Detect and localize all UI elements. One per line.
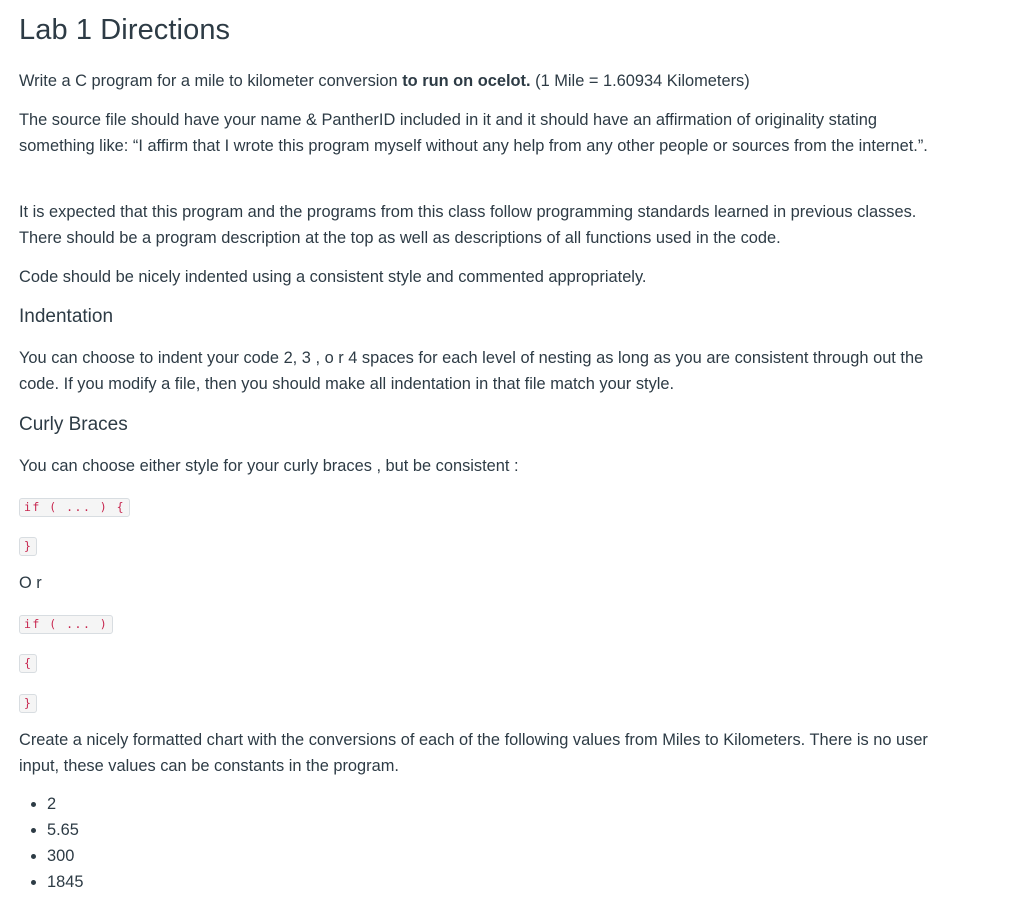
standards-paragraph: It is expected that this program and the programs from this class follow programming standards learned in previous classes. There should be a program description at the top as well as descriptions of all functions used in the code. (19, 203, 917, 247)
code-style-paragraph: Code should be nicely indented using a consistent style and commented appropriately. (19, 268, 647, 286)
code-style2-line1: if ( ... ) (19, 615, 113, 634)
list-item: • 2 (47, 791, 83, 817)
code-style1-line2: } (19, 537, 37, 556)
or-label: O r (19, 574, 42, 592)
code-style2-line3: } (19, 694, 37, 713)
intro-text: Write a C program for a mile to kilometer conversion (19, 72, 403, 90)
intro-paragraph (19, 68, 750, 94)
list-item: • 1845 (47, 869, 83, 895)
list-item: • 5.65 (47, 817, 83, 843)
intro-bold-text: to run on ocelot. (402, 72, 531, 90)
chart-instructions-paragraph: Create a nicely formatted chart with the conversions of each of the following values from Miles to Kilometers. There is no user input, these values can be constants in the program. (19, 731, 928, 775)
code-style1-line1: if ( ... ) { (19, 498, 130, 517)
curly-braces-paragraph: You can choose either style for your curly braces , but be consistent : (19, 457, 519, 475)
values-list (19, 791, 83, 895)
indentation-heading: Indentation (19, 306, 114, 327)
intro-conversion-note: (1 Mile = 1.60934 Kilometers) (530, 72, 750, 90)
source-file-paragraph: The source file should have your name & PantherID included in it and it should have an affirmation of originality stating something like: “I affirm that I wrote this program myself without any help from any other people or sources from the internet.”. (19, 111, 928, 155)
curly-braces-heading: Curly Braces (19, 414, 128, 435)
page-title: Lab 1 Directions (19, 14, 231, 46)
list-item: • 300 (47, 843, 83, 869)
indentation-paragraph: You can choose to indent your code 2, 3 , o r 4 spaces for each level of nesting as long as you are consistent through out the code. If you modify a file, then you should make all indentation in that file match your style. (19, 349, 924, 393)
code-style2-line2: { (19, 654, 37, 673)
